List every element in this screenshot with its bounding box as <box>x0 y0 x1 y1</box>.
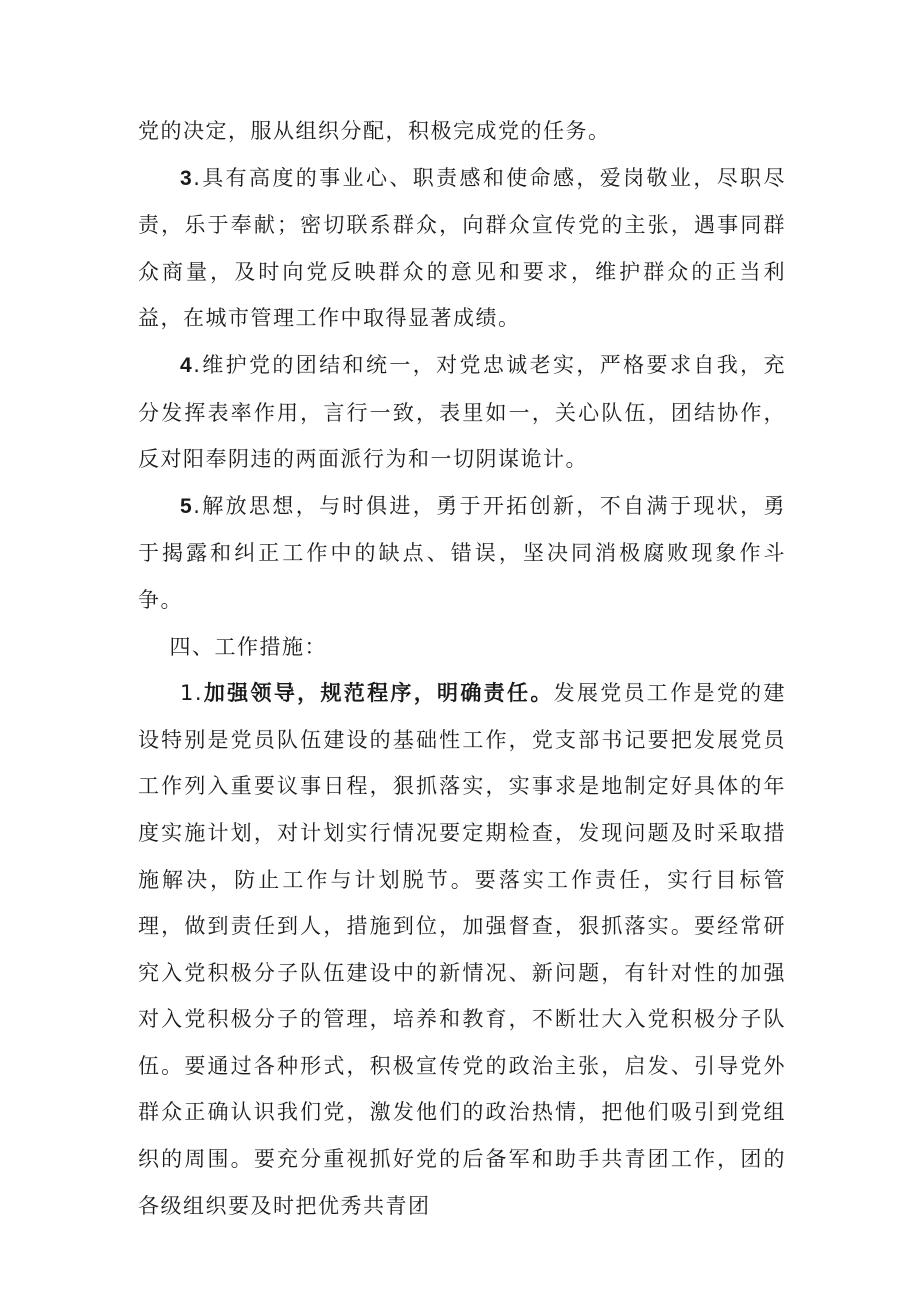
paragraph-continuation: 党的决定，服从组织分配，积极完成党的任务。 <box>138 119 611 143</box>
item-number-5: 5 <box>180 494 194 518</box>
item-text-3: .具有高度的事业心、职责感和使命感，爱岗敬业，尽职尽责，乐于奉献；密切联系群众，向群众宣传党的主张，遇事同群众商量，及时向党反映群众的意见和要求，维护群众的正当利益，在城市管理工作中取得显著成绩。 <box>138 165 786 331</box>
item-number-3: 3 <box>180 166 194 190</box>
paragraph-measure-1 <box>138 670 786 1229</box>
paragraph-item-3 <box>138 155 786 342</box>
measure-text-1: 发展党员工作是党的建设特别是党员队伍建设的基础性工作，党支部书记要把发展党员工作列入重要议事日程，狠抓落实，实事求是地制定好具体的年度实施计划，对计划实行情况要定期检查，发现问题及时采取措施解决，防止工作与计划脱节。要落实工作责任，实行目标管理，做到责任到人，措施到位，加强督查，狠抓落实。要经常研究入党积极分子队伍建设中的新情况、新问题，有针对性的加强对入党积极分子的管理，培养和教育，不断壮大入党积极分子队伍。要通过各种形式，积极宣传党的政治主张，启发、引导党外群众正确认识我们党，激发他们的政治热情，把他们吸引到党组织的周围。要充分重视抓好党的后备军和助手共青团工作，团的各级组织要及时把优秀共青团 <box>138 681 787 1218</box>
paragraph-item-4 <box>138 342 786 483</box>
paragraph-item-5 <box>138 483 786 624</box>
item-number-4: 4 <box>180 353 194 377</box>
document-body <box>138 108 786 1229</box>
item-text-4: .维护党的团结和统一，对党忠诚老实，严格要求自我，充分发挥表率作用，言行一致，表里如一，关心队伍，团结协作，反对阳奉阴违的两面派行为和一切阴谋诡计。 <box>138 352 786 472</box>
section-heading-measures: 四、工作措施： <box>169 634 327 659</box>
measure-number-1: 1. <box>180 681 204 706</box>
measure-title-1: 加强领导，规范程序，明确责任。 <box>203 681 554 706</box>
item-text-5: .解放思想，与时俱进，勇于开拓创新，不自满于现状，勇于揭露和纠正工作中的缺点、错误，坚决同消极腐败现象作斗争。 <box>138 493 786 612</box>
